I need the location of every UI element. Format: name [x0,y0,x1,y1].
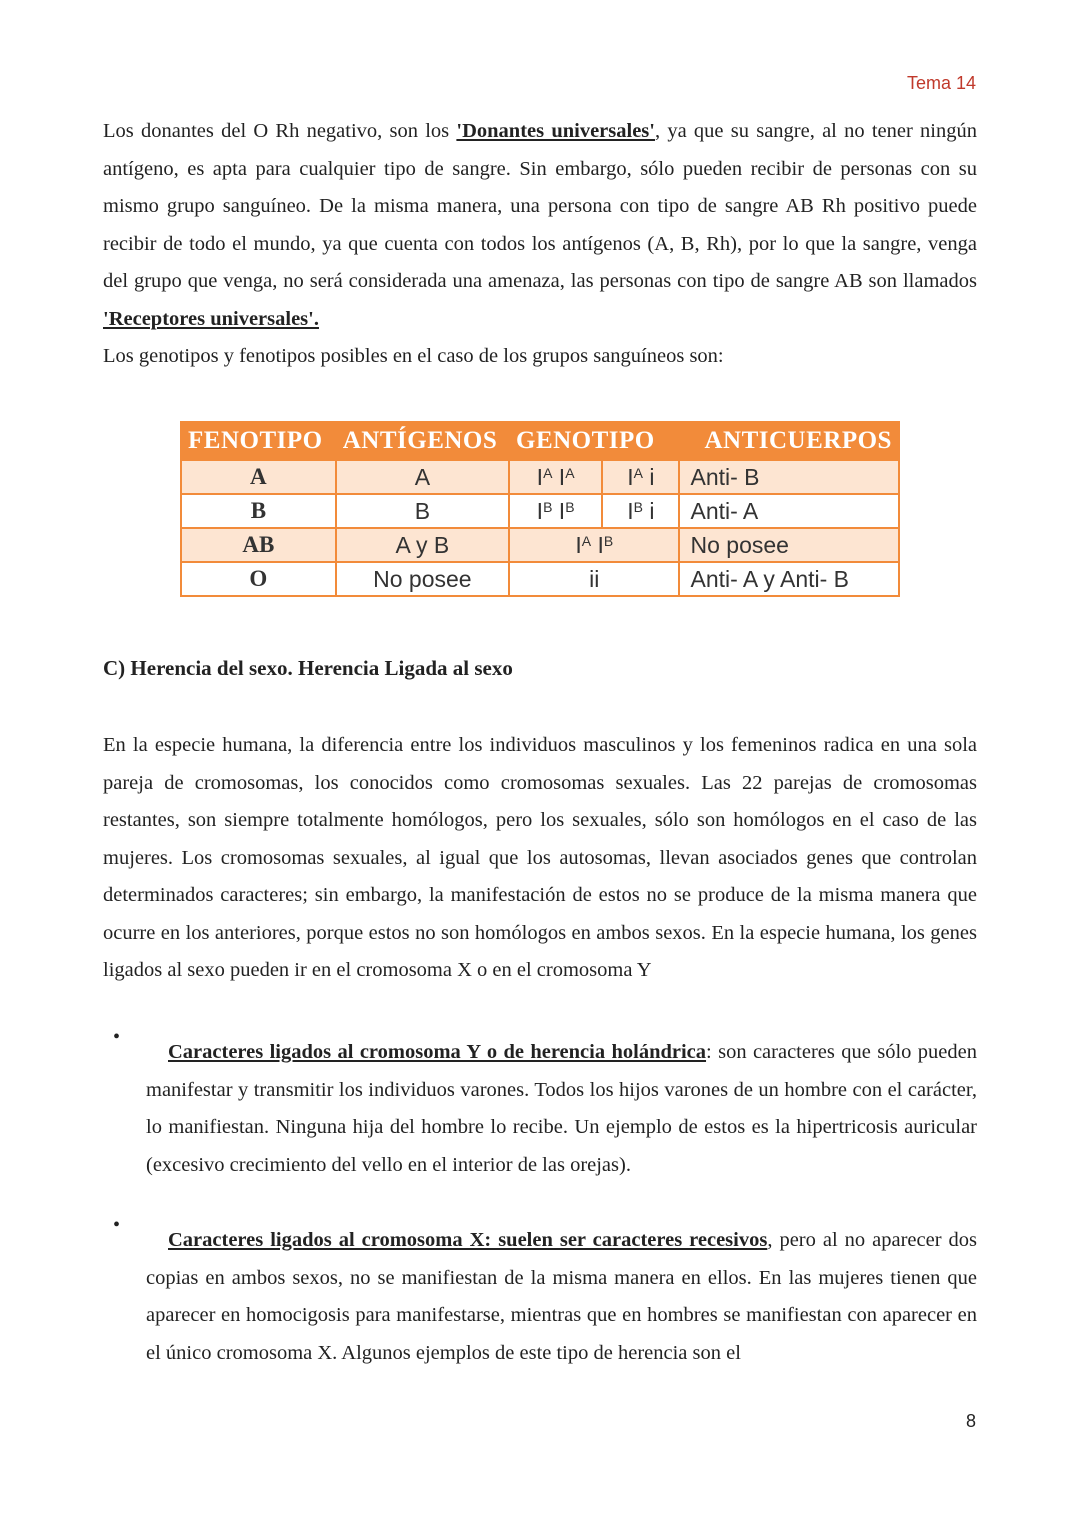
list-item [146,1222,977,1372]
cell-anticuerpos: Anti- A y Anti- B [679,562,899,596]
cell-fenotipo: O [181,562,336,596]
header-antigenos: ANTÍGENOS [336,422,509,460]
header-anticuerpos: ANTICUERPOS [679,422,899,460]
cell-anticuerpos: Anti- B [679,460,899,494]
bold-term-donantes: 'Donantes universales' [456,120,655,142]
list-item-text: , pero al no aparecer dos copias en ambos sexos, no se manifiestan de la misma manera en ellos. En las mujeres tienen que aparecer en homocigosis para manifestarse, mientras que en hombres se manifiestan con aparecer en el único cromosoma X. Algunos ejemplos de este tipo de herencia son el [146,1229,977,1364]
list-item-text: : son caracteres que sólo pueden manifestar y transmitir los individuos varones. Todos los hijos varones de un hombre con el carácter, lo manifiestan. Ninguna hija del hombre lo recibe. Un ejemplo de estos es la hipertricosis auricular (excesivo crecimiento del vello en el interior de las orejas). [146,1041,977,1176]
paragraph-sex-chromosomes: En la especie humana, la diferencia entre los individuos masculinos y los femeninos radica en una sola pareja de cromosomas, los conocidos como cromosomas sexuales. Las 22 parejas de cromosomas restantes, son siempre totalmente homólogos, pero los sexuales, sólo son homólogos en el caso de las mujeres. Los cromosomas sexuales, al igual que los autosomas, llevan asociados genes que controlan determinados caracteres; sin embargo, la manifestación de estos no se produce de la misma manera que ocurre en los anteriores, porque estos no son homólogos en ambos sexos. En la especie humana, los genes ligados al sexo pueden ir en el cromosoma X o en el cromosoma Y [103,734,977,981]
blood-group-table [180,421,900,597]
section-heading: C) Herencia del sexo. Herencia Ligada al sexo [103,656,513,680]
paragraph-text: , ya que su sangre, al no tener ningún antígeno, es apta para cualquier tipo de sangre. Sin embargo, sólo pueden recibir de personas con su mismo grupo sanguíneo. De la misma manera, una persona con tipo de sangre AB Rh positivo puede recibir de todo el mundo, ya que cuenta con todos los antígenos (A, B, Rh), por lo que la sangre, venga del grupo que venga, no será considerada una amenaza, las personas con tipo de sangre AB son llamados [103,120,977,292]
cell-fenotipo: A [181,460,336,494]
list-item [146,1034,977,1184]
cell-antigenos: A y B [336,528,509,562]
paragraph-text: Los donantes del O Rh negativo, son los [103,120,457,142]
paragraph-universal-donors [103,113,977,338]
table-row [181,460,899,494]
cell-genotipo: $I^A$ $I^A$ [509,460,602,494]
cell-genotipo: ii [509,562,679,596]
bold-term-y-linked: Caracteres ligados al cromosoma Y o de herencia holándrica [168,1041,707,1063]
cell-genotipo: $I^B$ $I^B$ [509,494,602,528]
bold-term-x-linked: Caracteres ligados al cromosoma X: suelen ser caracteres recesivos [168,1229,768,1251]
bullet-icon: • [113,1214,121,1236]
table-row [181,494,899,528]
cell-fenotipo: AB [181,528,336,562]
page-header-title: Tema 14 [906,73,976,93]
header-genotipo: GENOTIPO [509,422,679,460]
table-row [181,562,899,596]
bullet-icon: • [113,1026,121,1048]
header-fenotipo: FENOTIPO [181,422,336,460]
cell-genotipo: $I^A$ i [602,460,679,494]
cell-antigenos: No posee [336,562,509,596]
bold-term-receptores: 'Receptores universales'. [103,307,319,330]
cell-genotipo: $I^A$ $I^B$ [509,528,679,562]
cell-fenotipo: B [181,494,336,528]
table-header-row [181,422,899,460]
paragraph-intro-table: Los genotipos y fenotipos posibles en el caso de los grupos sanguíneos son: [103,345,724,367]
page-number: 8 [965,1411,976,1431]
cell-antigenos: B [336,494,509,528]
cell-antigenos: A [336,460,509,494]
cell-anticuerpos: Anti- A [679,494,899,528]
cell-anticuerpos: No posee [679,528,899,562]
cell-genotipo: $I^B$ i [602,494,679,528]
table-row [181,528,899,562]
